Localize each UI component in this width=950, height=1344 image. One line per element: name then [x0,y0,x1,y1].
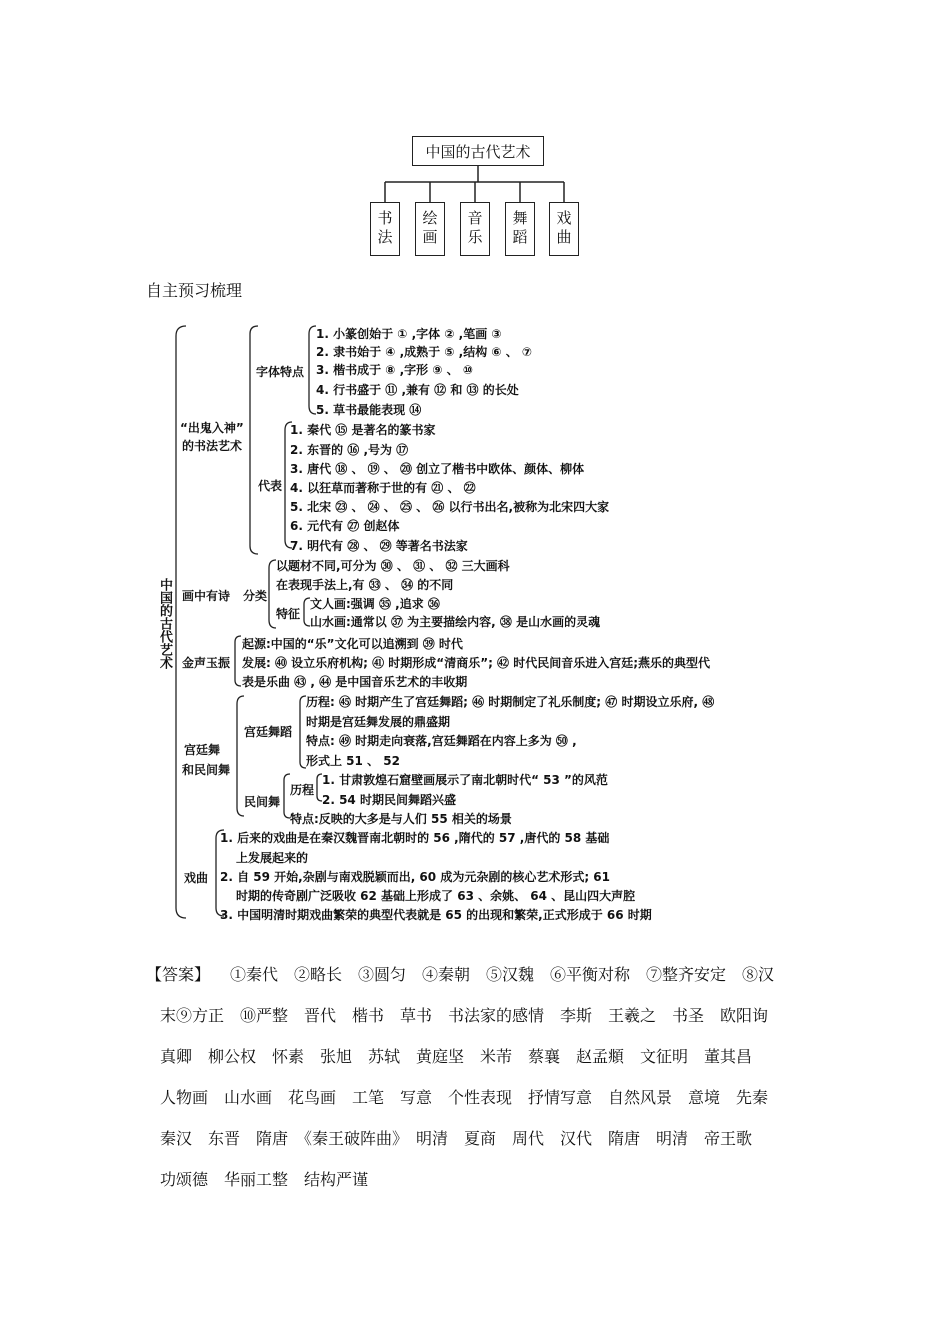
rep-line: 5. 北宋 ㉓ 、 ㉔ 、 ㉕ 、 ㉖ 以行书出名,被称为北宋四大家 [290,500,610,514]
painting-feature-line: 文人画:强调 ㉟ ,追求 ㊱ [310,597,440,611]
folk-dance-label: 民间舞 [244,795,281,809]
painting-line: 以题材不同,可分为 ㉚ 、 ㉛ 、 ㉜ 三大画科 [276,559,510,573]
reps-label: 代表 [258,479,283,493]
calligraphy-heading-1: “出鬼入神” [180,421,244,435]
feature-line: 5. 草书最能表现 ⑭ [316,403,422,417]
rep-line: 1. 秦代 ⑮ 是著名的篆书家 [290,423,436,437]
answer-line: 功颂德 华丽工整 结构严谨 [160,1170,369,1189]
child-label: 戏曲 [554,210,573,248]
opera-line: 时期的传奇剧广泛吸收 62 基础上形成了 63 、余姚、 64 、昆山四大声腔 [236,889,636,903]
child-label: 音乐 [465,210,484,248]
painting-line: 在表现手法上,有 ㉝ 、 ㉞ 的不同 [276,578,454,592]
folk-line: 2. 54 时期民间舞蹈兴盛 [322,793,456,807]
folk-line: 特点:反映的大多是与人们 55 相关的场景 [290,812,512,826]
court-line: 形式上 51 、 52 [306,754,400,768]
feature-line: 3. 楷书成于 ⑧ ,字形 ⑨ 、 ⑩ [316,363,474,377]
court-dance-label: 宫廷舞蹈 [244,725,293,739]
answer-line: 人物画 山水画 花鸟画 工笔 写意 个性表现 抒情写意 自然风景 意境 先秦 [160,1088,769,1107]
music-line: 表是乐曲 ㊸ , ㊹ 是中国音乐艺术的丰收期 [242,675,468,689]
music-heading: 金声玉振 [182,656,231,670]
answer-line: 末⑨方正 ⑩严整 晋代 楷书 草书 书法家的感情 李斯 王羲之 书圣 欧阳询 [160,1006,769,1025]
opera-line: 2. 自 59 开始,杂剧与南戏脱颖而出, 60 成为元杂剧的核心艺术形式; 61 [220,870,610,884]
opera-heading: 戏曲 [184,871,209,885]
court-line: 特点: ㊾ 时期走向衰落,宫廷舞蹈在内容上多为 ㊿ , [306,734,577,748]
dance-heading-2: 和民间舞 [182,763,231,777]
opera-line: 上发展起来的 [236,851,309,865]
painting-heading: 画中有诗 [182,589,231,603]
section-title: 自主预习梳理 [146,281,243,300]
answer-line: 秦汉 东晋 隋唐 《秦王破阵曲》 明清 夏商 周代 汉代 隋唐 明清 帝王歌 [160,1129,753,1148]
outline-vertical-title: 中国的古代艺术 [157,578,172,669]
folk-history-label: 历程 [290,783,315,797]
rep-line: 6. 元代有 ㉗ 创赵体 [290,519,400,533]
child-label: 书法 [375,210,394,248]
music-line: 发展: ㊵ 设立乐府机构; ㊶ 时期形成“清商乐”; ㊷ 时代民间音乐进入宫廷;燕乐的典型代 [242,656,711,670]
opera-line: 1. 后来的戏曲是在秦汉魏晋南北朝时的 56 ,隋代的 57 ,唐代的 58 基础 [220,831,610,845]
feature-line: 4. 行书盛于 ⑪ ,兼有 ⑫ 和 ⑬ 的长处 [316,383,519,397]
music-line: 起源:中国的“乐”文化可以追溯到 ㊴ 时代 [242,637,463,651]
rep-line: 7. 明代有 ㉘ 、 ㉙ 等著名书法家 [290,539,468,553]
child-label: 舞蹈 [510,210,529,248]
folk-line: 1. 甘肃敦煌石窟壁画展示了南北朝时代“ 53 ”的风范 [322,773,608,787]
court-line: 时期是宫廷舞发展的鼎盛期 [306,715,451,729]
feature-line: 1. 小篆创始于 ① ,字体 ② ,笔画 ③ [316,327,502,341]
painting-feature-label: 特征 [276,607,301,621]
rep-line: 4. 以狂草而著称于世的有 ㉑ 、 ㉒ [290,481,476,495]
answer-line: 真卿 柳公权 怀素 张旭 苏轼 黄庭坚 米芾 蔡襄 赵孟頫 文征明 董其昌 [160,1047,753,1066]
child-label: 绘画 [420,210,439,248]
answers-label: 【答案】 [146,965,211,984]
answer-line: ①秦代 ②略长 ③圆匀 ④秦朝 ⑤汉魏 ⑥平衡对称 ⑦整齐安定 ⑧汉 [230,965,775,984]
painting-feature-line: 山水画:通常以 ㊲ 为主要描绘内容, ㊳ 是山水画的灵魂 [310,615,601,629]
rep-line: 3. 唐代 ⑱ 、 ⑲ 、 ⑳ 创立了楷书中欧体、颜体、柳体 [290,462,585,476]
feature-line: 2. 隶书始于 ④ ,成熟于 ⑤ ,结构 ⑥ 、 ⑦ [316,345,533,359]
rep-line: 2. 东晋的 ⑯ ,号为 ⑰ [290,443,409,457]
dance-heading-1: 宫廷舞 [184,743,221,757]
court-line: 历程: ㊺ 时期产生了宫廷舞蹈; ㊻ 时期制定了礼乐制度; ㊼ 时期设立乐府, ㊽ [306,695,715,709]
opera-line: 3. 中国明清时期戏曲繁荣的典型代表就是 65 的出现和繁荣,正式形成于 66 时期 [220,908,652,922]
calligraphy-heading-2: 的书法艺术 [182,439,243,453]
features-label: 字体特点 [256,365,305,379]
painting-class-label: 分类 [243,589,268,603]
diagram-root-label: 中国的古代艺术 [425,142,531,161]
